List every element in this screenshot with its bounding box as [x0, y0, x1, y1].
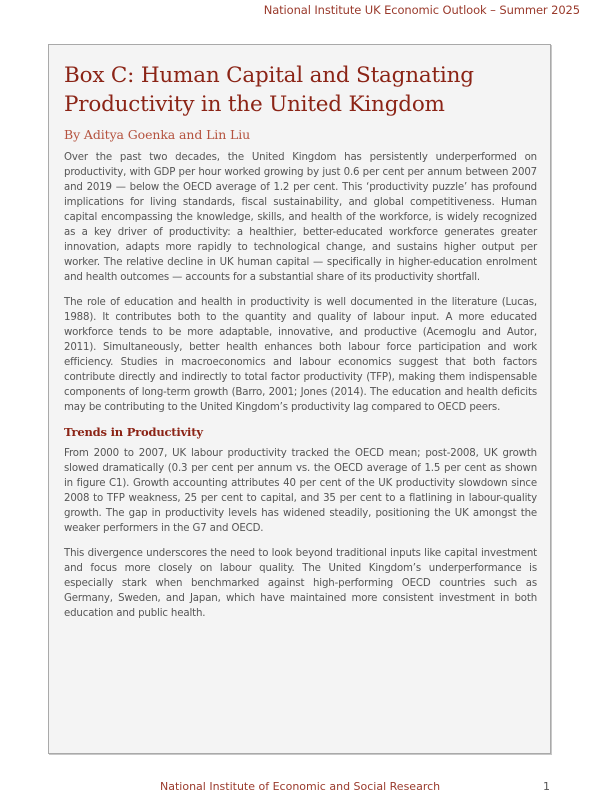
box-byline: By Aditya Goenka and Lin Liu [64, 127, 251, 142]
page-footer [0, 780, 600, 796]
box-title: Box C: Human Capital and Stagnating Productivity in the United Kingdom [64, 63, 474, 117]
running-header: National Institute UK Economic Outlook – Summer 2025 [263, 3, 580, 17]
page-number: 1 [543, 780, 550, 793]
trends-paragraph: From 2000 to 2007, UK labour productivity tracked the OECD mean; post-2008, UK growth slowed dramatically (0.3 per cent per annum vs. the OECD average of 1.5 per cent as shown in figure C1). Growth accounting attributes 40 per cent of the UK productivity slowdown since 2008 to TFP weakness, 25 per cent to capital, and 35 per cent to a flatlining in labour-quality growth. The gap in productivity levels has widened steadily, positioning the UK amongst the weaker performers in the G7 and OECD. [64, 448, 537, 534]
section-heading-trends: Trends in Productivity [64, 425, 203, 439]
footer-organisation: National Institute of Economic and Social Research [160, 780, 441, 793]
divergence-paragraph: This divergence underscores the need to look beyond traditional inputs like capital investment and focus more closely on labour quality. The United Kingdom’s underperformance is especially stark when benchmarked against high-performing OECD countries such as Germany, Sweden, and Japan, which have maintained more consistent investment in both education and public health. [64, 548, 537, 619]
intro-paragraph: Over the past two decades, the United Kingdom has persistently underperformed on productivity, with GDP per hour worked growing by just 0.6 per cent per annum between 2007 and 2019 — below the OECD average of 1.2 per cent. This ‘productivity puzzle’ has profound implications for living standards, fiscal sustainability, and global competitiveness. Human capital encompassing the knowledge, skills, and health of the workforce, is widely recognized as a key driver of productivity: a healthier, better-educated workforce generates greater innovation, adapts more rapidly to technological change, and sustains higher output per worker. The relative decline in UK human capital — specifically in higher-education enrolment and health outcomes — accounts for a substantial share of its productivity shortfall. [64, 152, 537, 283]
box-c-panel [48, 44, 551, 754]
literature-paragraph: The role of education and health in productivity is well documented in the literature (Lucas, 1988). It contributes both to the quantity and quality of labour input. A more educated workforce tends to be more adaptable, innovative, and productive (Acemoglu and Autor, 2011). Simultaneously, better health enhances both labour force participation and work efficiency. Studies in macroeconomics and labour economics suggest that both factors contribute directly and indirectly to total factor productivity (TFP), making them indispensable components of long-term growth (Barro, 2001; Jones (2014). The education and health deficits may be contributing to the United Kingdom’s productivity lag compared to OECD peers. [64, 297, 537, 413]
